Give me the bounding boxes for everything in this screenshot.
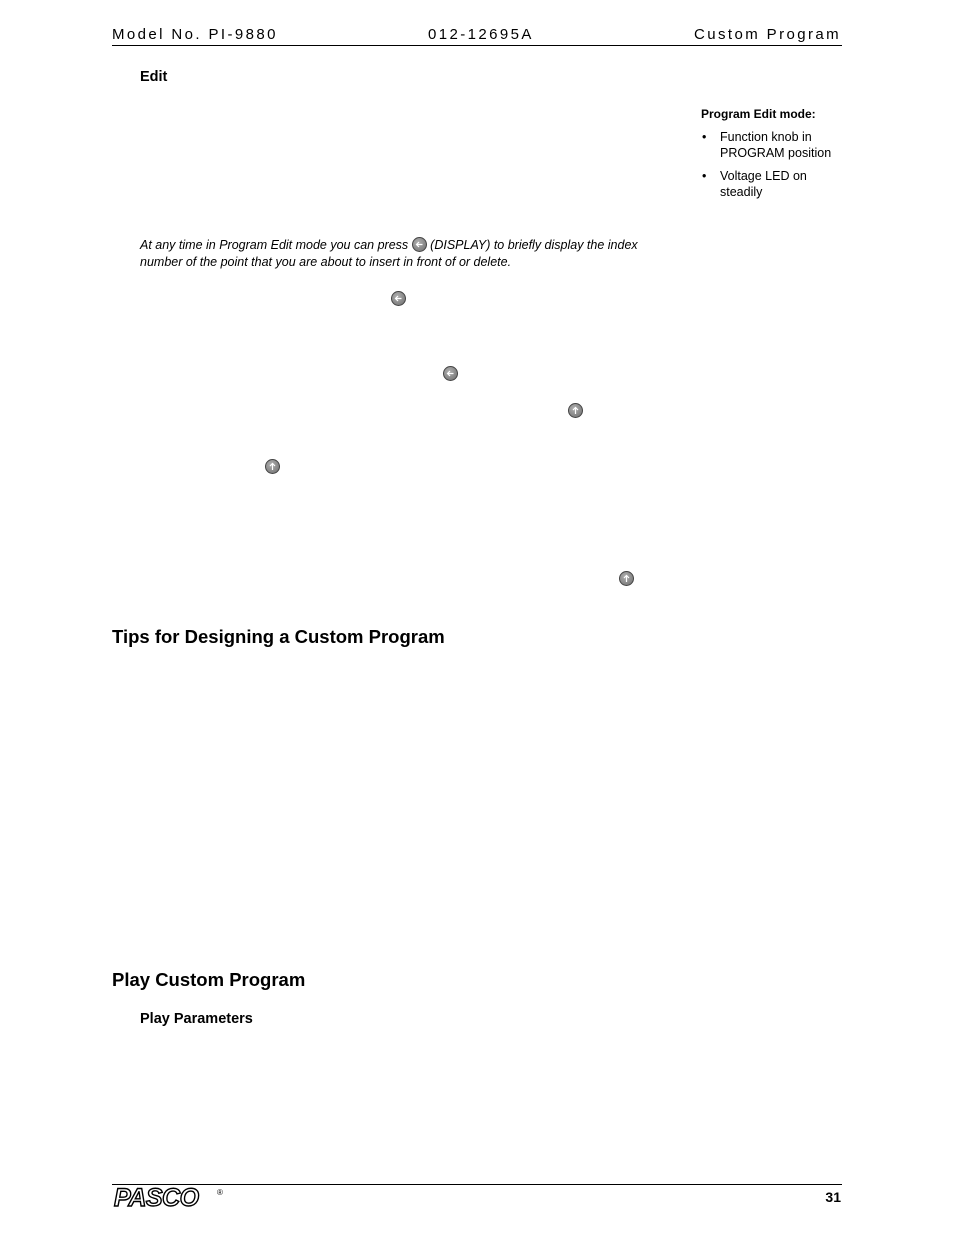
sidebar-item-label: Function knob in PROGRAM position [720,130,832,160]
registered-mark: ® [217,1188,223,1197]
header-section: Custom Program [694,26,841,43]
note-text-end: (DISPLAY) to briefly display the index number of the point that you are about to insert in front of or delete. [140,238,638,269]
sidebar-title: Program Edit mode: [701,107,816,121]
header-rule [112,45,842,46]
header-model: Model No. PI-9880 [112,26,278,43]
pasco-logo [112,1187,210,1209]
tips-heading: Tips for Designing a Custom Program [112,626,445,647]
edit-heading: Edit [140,69,168,85]
logo-text: PASCO [114,1187,199,1209]
left-arrow-button-icon [391,291,406,306]
sidebar-item-voltage-led [702,168,845,200]
note-text-start: At any time in Program Edit mode you can press [140,238,409,252]
up-arrow-button-icon [568,403,583,418]
header-doc-number: 012-12695A [428,26,534,43]
display-note [140,237,680,270]
up-arrow-button-icon [619,571,634,586]
up-arrow-button-icon [265,459,280,474]
play-heading: Play Custom Program [112,969,306,990]
footer-rule [112,1184,842,1185]
sidebar-item-function-knob [702,129,845,161]
bullet-marker: • [702,169,707,183]
bullet-marker: • [702,130,707,144]
left-arrow-button-icon [443,366,458,381]
page-number: 31 [825,1189,841,1205]
sidebar-item-label: Voltage LED on steadily [720,169,807,199]
play-parameters-heading: Play Parameters [140,1011,253,1027]
left-arrow-button-icon [412,237,427,252]
